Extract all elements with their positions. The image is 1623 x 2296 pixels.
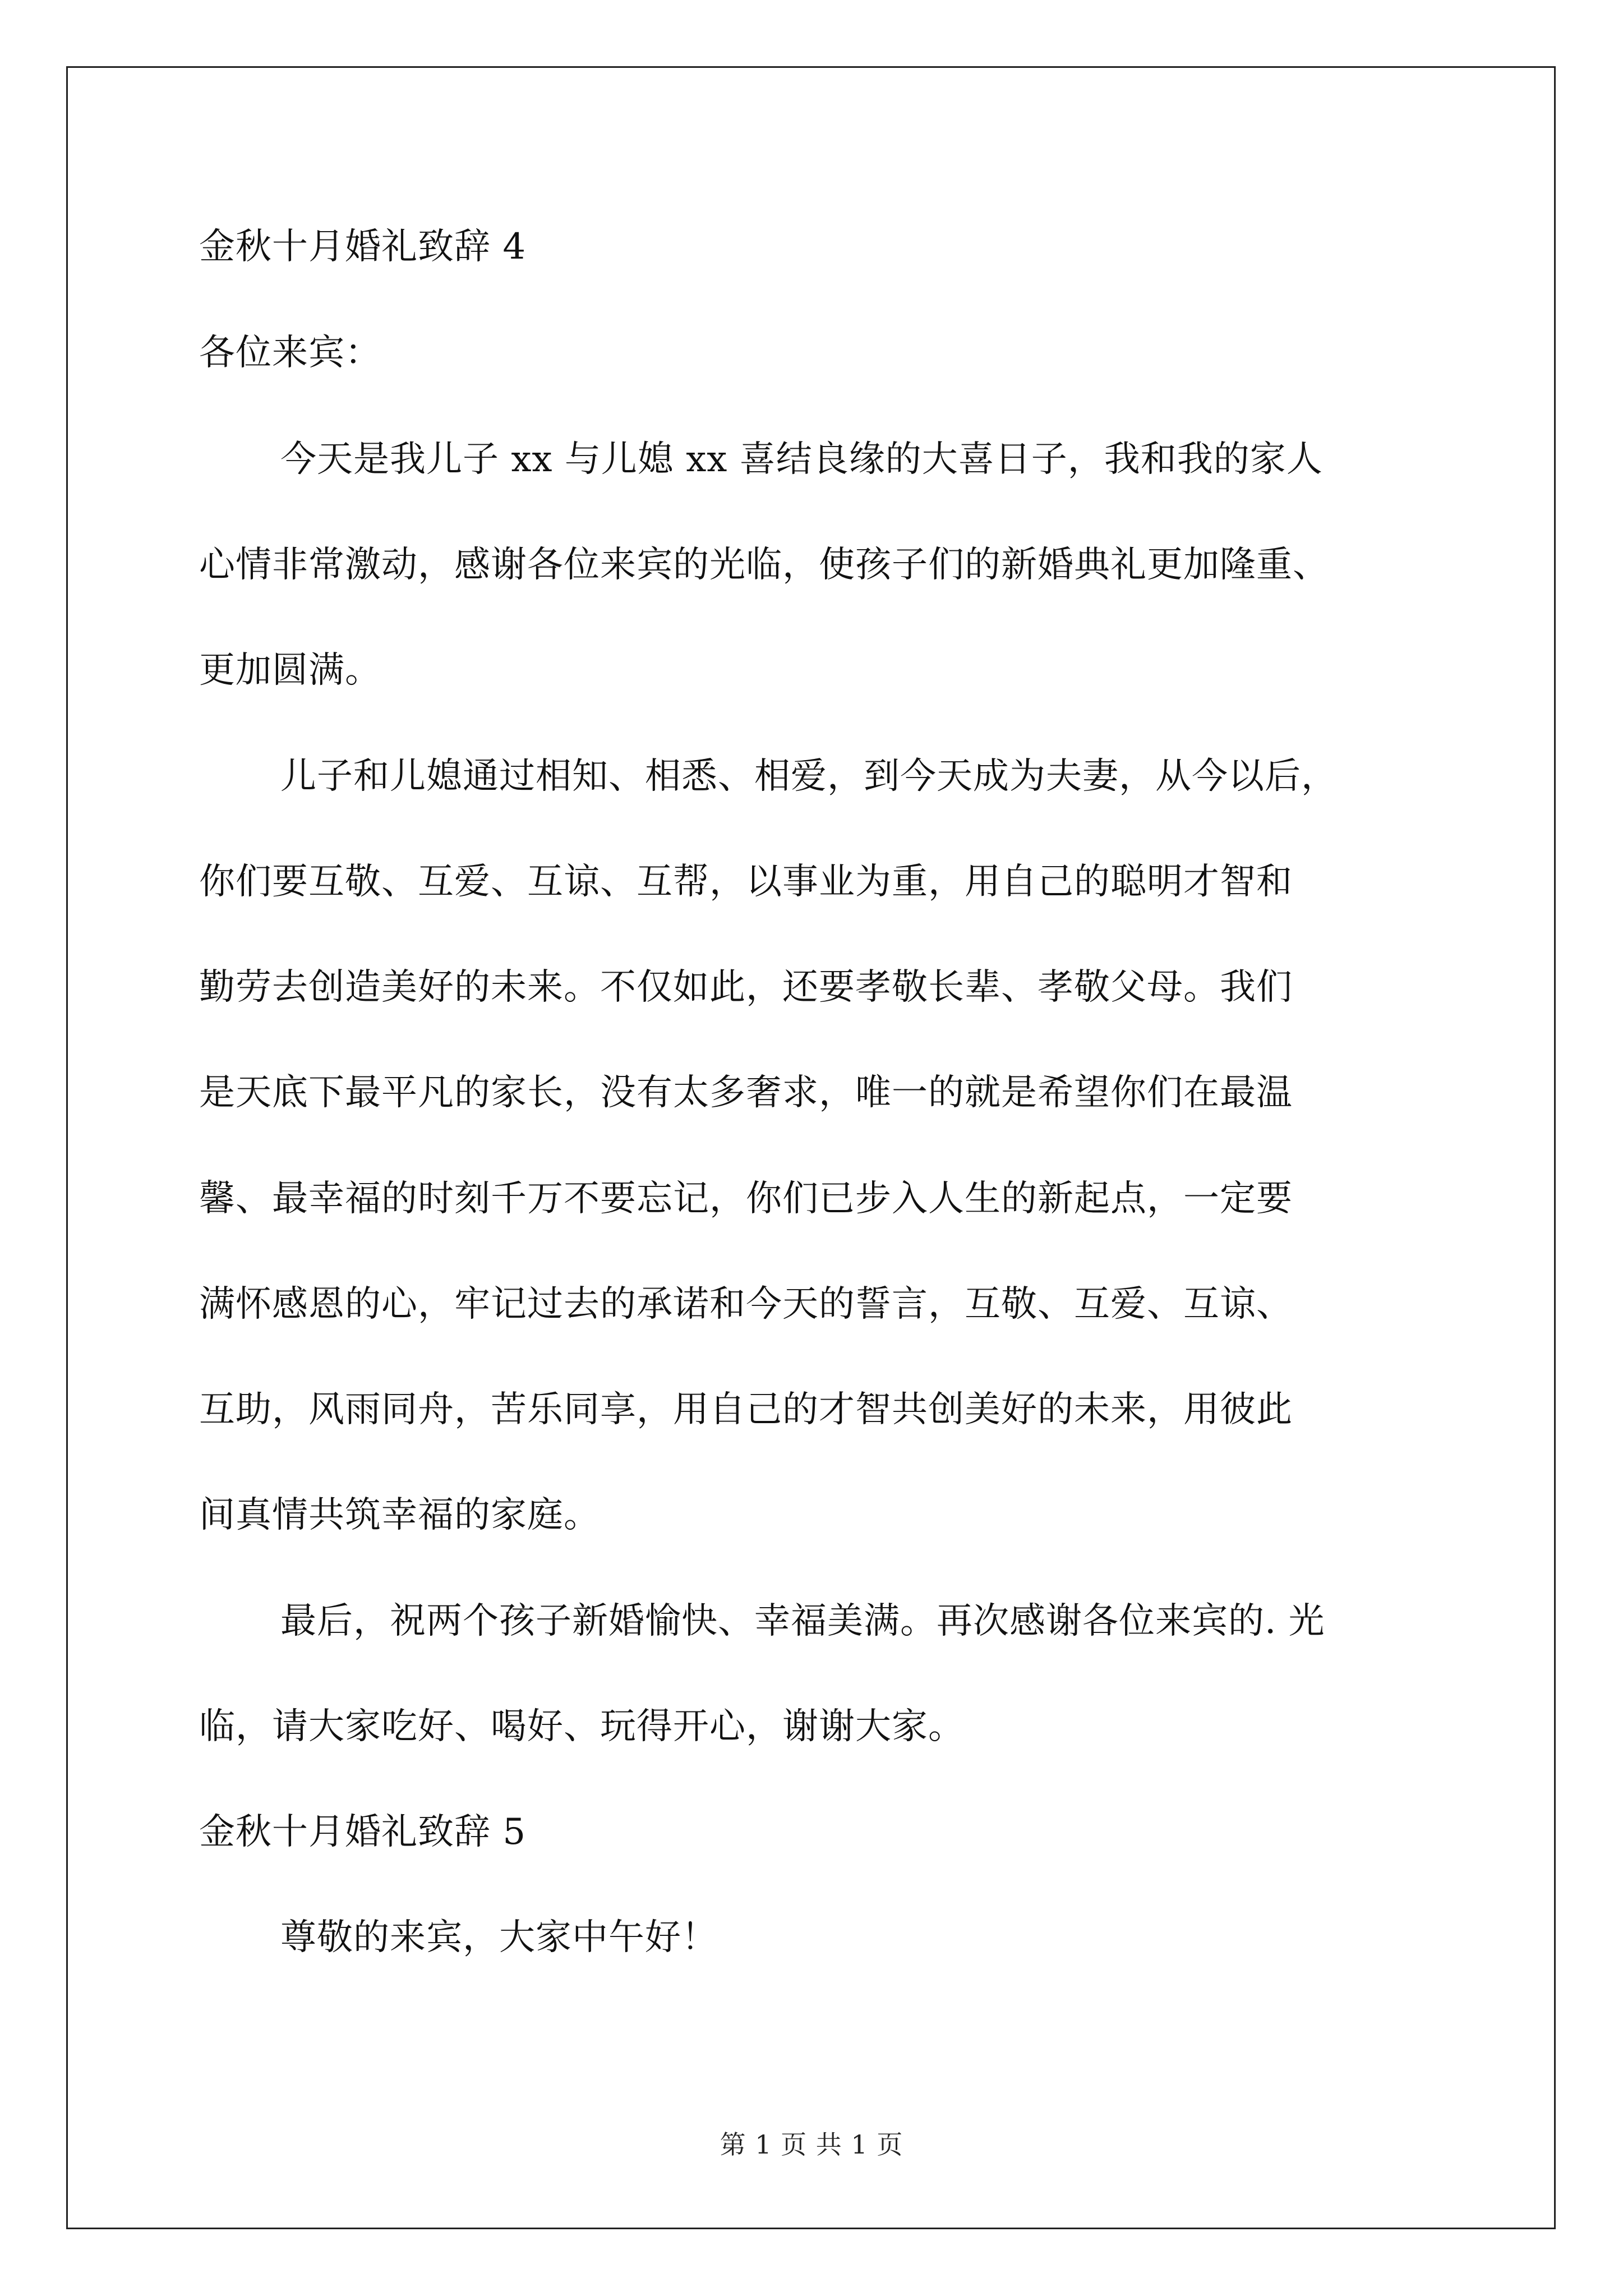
paragraph-2-line-5: 馨、最幸福的时刻千万不要忘记，你们已步入人生的新起点，一定要 (199, 1178, 1293, 1220)
page-footer: 第 1 页 共 1 页 (720, 2129, 903, 2160)
paragraph-2-line-2: 你们要互敬、互爱、互谅、互帮，以事业为重，用自己的聪明才智和 (199, 861, 1293, 903)
page-border (66, 66, 1556, 2229)
paragraph-2-line-6: 满怀感恩的心，牢记过去的承诺和今天的誓言，互敬、互爱、互谅、 (199, 1283, 1293, 1325)
paragraph-1-line-1: 今天是我儿子 xx 与儿媳 xx 喜结良缘的大喜日子，我和我的家人 (280, 439, 1323, 480)
section-title-4: 金秋十月婚礼致辞 4 (199, 226, 527, 268)
greeting: 尊敬的来宾，大家中午好！ (280, 1917, 718, 1958)
paragraph-3-line-1: 最后，祝两个孩子新婚愉快、幸福美满。再次感谢各位来宾的. 光 (280, 1600, 1325, 1642)
paragraph-2-line-7: 互助，风雨同舟，苦乐同享，用自己的才智共创美好的未来，用彼此 (199, 1389, 1293, 1430)
paragraph-1-line-3: 更加圆满。 (199, 650, 381, 691)
paragraph-2-line-8: 间真情共筑幸福的家庭。 (199, 1494, 600, 1536)
paragraph-3-line-2: 临，请大家吃好、喝好、玩得开心，谢谢大家。 (199, 1706, 965, 1747)
salutation: 各位来宾： (199, 332, 381, 374)
paragraph-1-line-2: 心情非常激动，感谢各位来宾的光临，使孩子们的新婚典礼更加隆重、 (199, 544, 1329, 586)
paragraph-2-line-4: 是天底下最平凡的家长，没有太多奢求，唯一的就是希望你们在最温 (199, 1072, 1293, 1114)
section-title-5: 金秋十月婚礼致辞 5 (199, 1811, 527, 1853)
paragraph-2-line-3: 勤劳去创造美好的未来。不仅如此，还要孝敬长辈、孝敬父母。我们 (199, 967, 1293, 1008)
paragraph-2-line-1: 儿子和儿媳通过相知、相悉、相爱，到今天成为夫妻，从今以后， (280, 756, 1338, 797)
